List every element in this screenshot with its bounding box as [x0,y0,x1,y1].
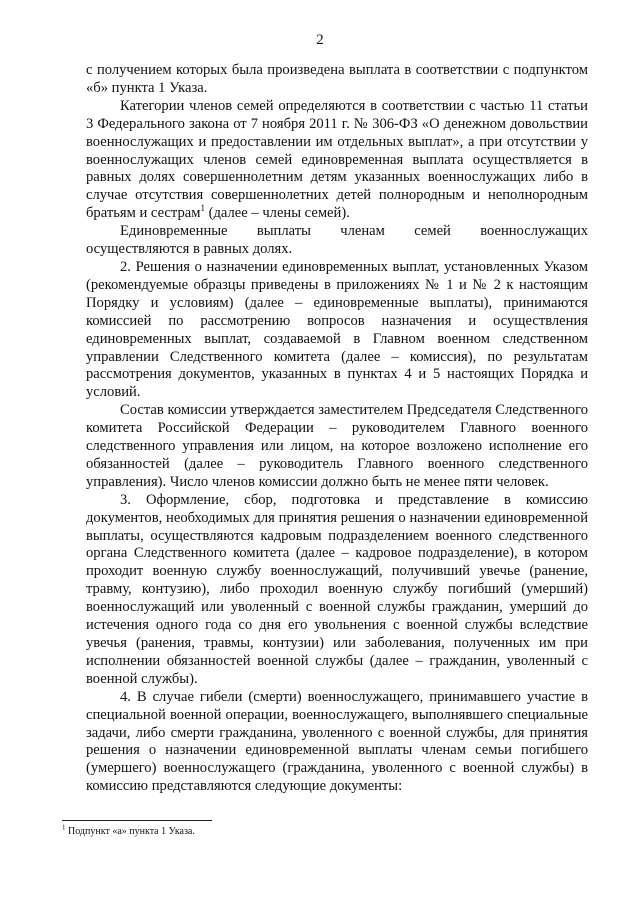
paragraph-text: Категории членов семей определяются в соответствии с частью 11 статьи 3 Федерального закона от 7 ноября 2011 г. № 306-ФЗ «О денежном довольствии военнослужащих и предоставлении им отдельных выплат», а при отсутствии у военнослужащих членов семей единовременная выплата осуществляется в равных долях совершеннолетним детям указанных военнослужащих либо в случае отсутствия совершеннолетних детей полнородным и неполнородным братьям и сестрам [86,97,588,222]
footnote-mark: 1 [62,823,66,832]
paragraph-item-3: 3. Оформление, сбор, подготовка и представление в комиссию документов, необходимых для принятия решения о назначении единовременной выплаты, осуществляются кадровым подразделением военного следственного органа Следственного комитета (далее – кадровое подразделение), в котором проходит военную службу военнослужащий, получивший увечье (ранение, травму, контузию), либо проходил военную службу погибший (умерший) военнослужащий или уволенный с военной службы гражданин, умерший до истечения одного года со дня его увольнения с военной службы вследствие увечья (ранения, травмы, контузии) или заболевания, полученных им при исполнении обязанностей военной службы (далее – гражданин, уволенный с военной службы). [86,491,588,687]
paragraph-continuation: с получением которых была произведена выплата в соответствии с подпунктом «б» пункта 1 Указа. [86,62,588,96]
footnote-text: Подпункт «а» пункта 1 Указа. [65,826,195,837]
footnote [62,823,562,838]
paragraph-equal-shares: Единовременные выплаты членам семей военнослужащих осуществляются в равных долях. [86,223,588,258]
page-number: 2 [316,32,324,48]
paragraph-commission-composition: Состав комиссии утверждается заместителем Председателя Следственного комитета Российской Федерации – руководителем Главного военного следственного управления или лицом, на которое возложено исполнение его обязанностей (далее – руководитель Главного военного следственного управления). Число членов комиссии должно быть не менее пяти человек. [86,402,588,490]
paragraph-text-after: (далее – члены семей). [204,205,350,222]
body-text [86,62,588,796]
paragraph-family-categories [86,98,588,223]
paragraph-item-2: 2. Решения о назначении единовременных выплат, установленных Указом (рекомендуемые образцы приведены в приложениях № 1 и № 2 к настоящим Порядку и условиям) (далее – единовременные выплаты), принимаются комиссией по рассмотрению вопросов назначения и осуществления единовременных выплат, создаваемой в Главном военном следственном управлении Следственного комитета (далее – комиссия), по результатам рассмотрения документов, указанных в пунктах 4 и 5 настоящих Порядка и условий. [86,258,588,401]
footnote-divider [62,820,212,821]
footnote-reference: 1 [200,203,205,214]
paragraph-item-4: 4. В случае гибели (смерти) военнослужащего, принимавшего участие в специальной военной операции, военнослужащего, выполнявшего специальные задачи, либо смерти гражданина, уволенного с военной службы, для принятия решения о назначении единовременной выплаты членам семьи погибшего (умершего) военнослужащего (гражданина, уволенного с военной службы) в комиссию представляются следующие документы: [86,688,588,795]
